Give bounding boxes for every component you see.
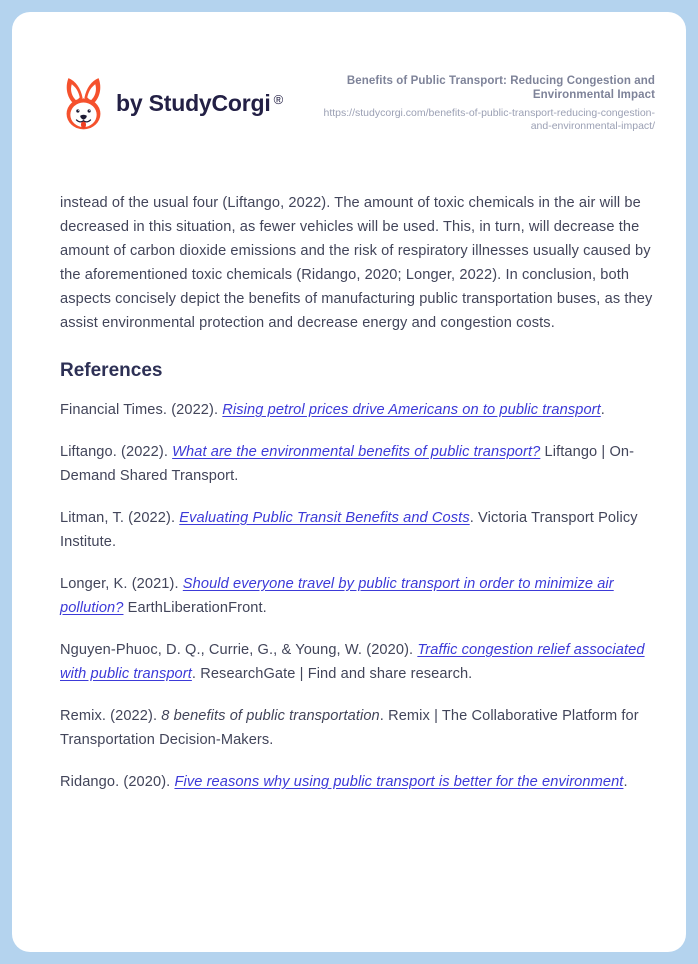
reference-text: Financial Times. (2022). bbox=[60, 402, 223, 418]
reference-text: . bbox=[623, 774, 628, 790]
reference-entry bbox=[60, 398, 655, 422]
brand-name bbox=[116, 90, 283, 117]
document-title: Benefits of Public Transport: Reducing Congestion and Environmental Impact bbox=[346, 75, 655, 101]
reference-text: . Victoria Transport Policy Institute. bbox=[60, 510, 638, 550]
reference-link[interactable]: What are the environmental benefits of public transport? bbox=[172, 444, 541, 460]
reference-entry bbox=[60, 572, 655, 620]
reference-text: Liftango. (2022). bbox=[60, 444, 173, 460]
document-url: https://studycorgi.com/benefits-of-public-transport-reducing-congestion-and-environmental-impact/ bbox=[323, 107, 655, 132]
reference-entry bbox=[60, 770, 655, 794]
brand bbox=[60, 75, 283, 132]
reference-text: . ResearchGate | Find and share research. bbox=[191, 666, 473, 682]
header bbox=[60, 74, 655, 133]
reference-link[interactable]: Evaluating Public Transit Benefits and Costs bbox=[179, 510, 470, 526]
document-meta bbox=[317, 74, 655, 133]
reference-entry bbox=[60, 704, 655, 752]
reference-title-italic: 8 benefits of public transportation bbox=[161, 708, 380, 724]
reference-text: Litman, T. (2022). bbox=[60, 510, 180, 526]
document-card bbox=[12, 12, 686, 952]
reference-text: EarthLiberationFront. bbox=[123, 600, 267, 616]
reference-entry bbox=[60, 506, 655, 554]
reference-link[interactable]: Rising petrol prices drive Americans on to public transport bbox=[222, 402, 601, 418]
registered-trademark: ® bbox=[273, 92, 283, 107]
document-body bbox=[60, 191, 655, 794]
reference-link[interactable]: Five reasons why using public transport is better for the environment bbox=[174, 774, 624, 790]
reference-text: Liftango | On-Demand Shared Transport. bbox=[60, 444, 635, 484]
reference-text: . bbox=[600, 402, 605, 418]
reference-entry bbox=[60, 440, 655, 488]
reference-text: Nguyen-Phuoc, D. Q., Currie, G., & Young, W. (2020). bbox=[60, 642, 418, 658]
reference-text: Longer, K. (2021). bbox=[60, 576, 183, 592]
references-heading: References bbox=[60, 360, 163, 381]
reference-text: Remix. (2022). bbox=[60, 708, 162, 724]
reference-link[interactable]: Should everyone travel by public transport in order to minimize air pollution? bbox=[60, 576, 614, 616]
article-paragraph: instead of the usual four (Liftango, 2022). The amount of toxic chemicals in the air will be decreased in this situation, as fewer vehicles will be used. This, in turn, will decrease the amount of carbon dioxide emissions and the risk of respiratory illnesses usually caused by the aforementioned toxic chemicals (Ridango, 2020; Longer, 2022). In conclusion, both aspects concisely depict the benefits of manufacturing public transportation buses, as they assist environmental protection and decrease energy and congestion costs. bbox=[60, 195, 653, 331]
brand-name-text: by StudyCorgi bbox=[116, 90, 271, 116]
references-list bbox=[60, 398, 655, 794]
reference-link[interactable]: Traffic congestion relief associated with public transport bbox=[60, 642, 645, 682]
reference-text: Ridango. (2020). bbox=[60, 774, 175, 790]
reference-text: . Remix | The Collaborative Platform for Transportation Decision-Makers. bbox=[60, 708, 639, 748]
reference-entry bbox=[60, 638, 655, 686]
corgi-logo-icon bbox=[60, 75, 107, 132]
